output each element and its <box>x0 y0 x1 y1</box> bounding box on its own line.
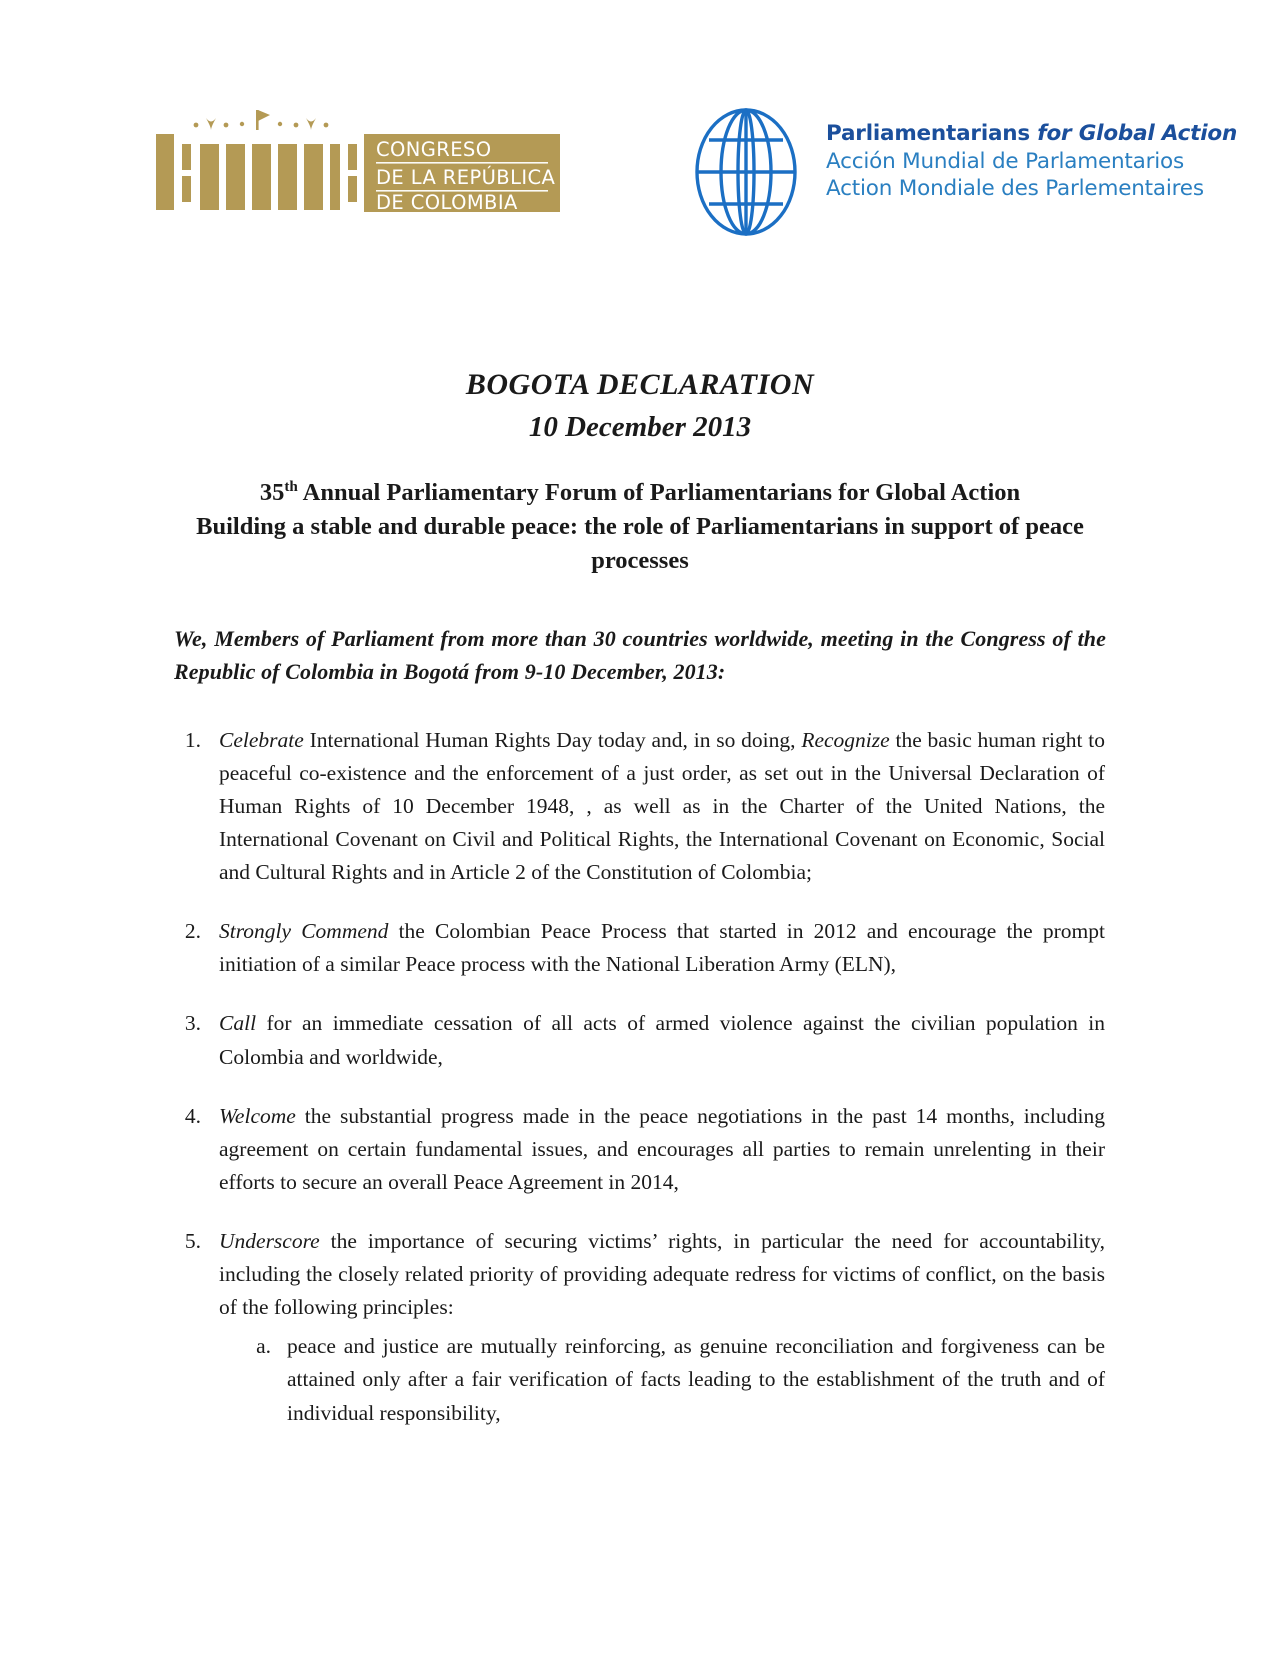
congreso-de-colombia-logo <box>146 108 566 228</box>
congreso-line-1: CONGRESO <box>376 138 492 161</box>
clause-lead-term-2: Recognize <box>801 727 890 752</box>
subclause-marker: a. <box>256 1334 271 1359</box>
clause-text-part-1: the importance of securing victims’ rights, in particular the need for accountability, including the closely related priority of providing adequate redress for victims of conflict, on the basis of the following principles: <box>219 1228 1105 1320</box>
clause-text <box>219 915 1105 981</box>
document-header <box>0 0 1280 214</box>
clause-lead-term: Call <box>219 1011 257 1036</box>
page-title: BOGOTA DECLARATION <box>465 368 815 401</box>
clause-number: 2. <box>184 919 201 944</box>
subtitle-ordinal-suffix: th <box>284 478 298 496</box>
clause-number: 4. <box>184 1103 201 1128</box>
pga-line1-italic: for Global Action <box>1037 121 1238 146</box>
subclause-list <box>219 1330 1105 1429</box>
intro-paragraph: We, Members of Parliament from more than 30 countries worldwide, meeting in the Congress of the Republic of Colombia in Bogotá from 9-10 December, 2013: <box>174 625 1106 684</box>
clause-text-part-1: for an immediate cessation of all acts of armed violence against the civilian population in Colombia and worldwide, <box>219 1011 1105 1069</box>
document-subtitle <box>170 476 1110 577</box>
pga-logo-text <box>826 120 1237 203</box>
congreso-logo-graphic <box>146 108 566 228</box>
clause-number: 5. <box>184 1228 201 1253</box>
clause-item <box>175 1100 1105 1199</box>
clause-text <box>219 724 1105 890</box>
globe-icon <box>630 100 830 240</box>
subtitle-line-2: Building a stable and durable peace: the role of Parliamentarians in support of peace processes <box>196 513 1084 574</box>
pga-text-line-2: Acción Mundial de Parlamentarios <box>826 148 1185 174</box>
congreso-line-3: DE COLOMBIA <box>376 191 518 214</box>
clause-text <box>219 1225 1105 1430</box>
clause-item <box>175 915 1105 981</box>
parliamentarians-for-global-action-logo <box>630 100 1238 240</box>
clause-item <box>175 1225 1105 1430</box>
subtitle-line-1: Annual Parliamentary Forum of Parliamentarians for Global Action <box>297 479 1021 507</box>
clause-number: 3. <box>184 1011 201 1036</box>
clause-text-part-2: the basic human right to peaceful co-existence and the enforcement of a just order, as set out in the Universal Declaration of Human Rights of 10 December 1948, , as well as in the Charter of the United Nations, the International Covenant on Civil and Political Rights, the International Covenant on Economic, Social and Cultural Rights and in Article 2 of the Constitution of Colombia; <box>219 727 1105 885</box>
clause-text <box>219 1100 1105 1199</box>
subclause-item <box>219 1330 1105 1429</box>
pga-line1-plain: Parliamentarians <box>826 121 1038 146</box>
title-block <box>0 365 1280 446</box>
document-date: 10 December 2013 <box>528 410 752 443</box>
subclause-text: peace and justice are mutually reinforcing, as genuine reconciliation and forgiveness can be attained only after a fair verification of facts leading to the establishment of the truth and of individual responsibility, <box>287 1334 1105 1425</box>
congreso-line-2: DE LA REPÚBLICA <box>376 166 556 189</box>
clause-list <box>175 724 1105 1430</box>
clause-item <box>175 1007 1105 1073</box>
clause-number: 1. <box>184 727 201 752</box>
clause-text-part-1: the Colombian Peace Process that started in 2012 and encourage the prompt initiation of a similar Peace process with the National Liberation Army (ELN), <box>219 919 1105 977</box>
clause-lead-term: Strongly Commend <box>219 919 389 944</box>
clause-text <box>219 1007 1105 1073</box>
clause-text-part-1: International Human Rights Day today and, in so doing, <box>303 727 802 752</box>
clause-lead-term: Welcome <box>219 1103 296 1128</box>
pga-text-line-1 <box>826 120 1237 148</box>
subtitle-ordinal-number: 35 <box>259 479 285 507</box>
pga-text-line-3: Action Mondiale des Parlementaires <box>826 176 1204 202</box>
clause-lead-term: Underscore <box>219 1228 320 1253</box>
clause-lead-term: Celebrate <box>219 727 304 752</box>
clause-text-part-1: the substantial progress made in the peace negotiations in the past 14 months, including agreement on certain fundamental issues, and encourages all parties to remain unrelenting in their efforts to secure an overall Peace Agreement in 2014, <box>219 1103 1105 1194</box>
clause-item <box>175 724 1105 890</box>
